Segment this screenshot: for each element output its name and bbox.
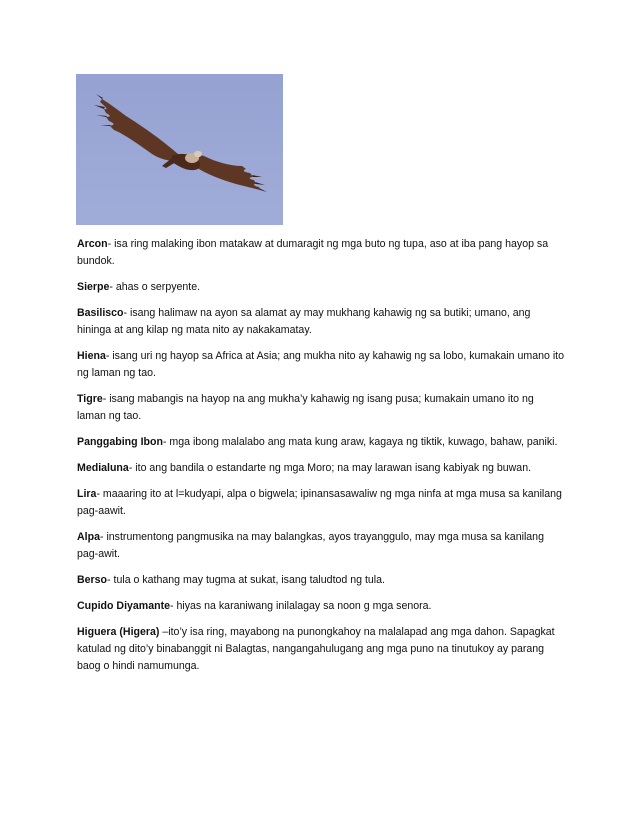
entry-term: Basilisco [77, 307, 124, 319]
entry-definition: - ahas o serpyente. [109, 281, 201, 293]
entry-term: Cupido Diyamante [77, 600, 171, 612]
entry-definition: - maaaring ito at l=kudyapi, alpa o bigwela; ipinansasawaliw ng mga ninfa at mga musa sa kanilang pag-aawit. [77, 488, 562, 517]
entry-term: Tigre [77, 393, 103, 405]
glossary-entry-higuera [77, 624, 565, 675]
glossary-entry-hiena [77, 348, 565, 382]
entry-definition: - isa ring malaking ibon matakaw at dumaragit ng mga buto ng tupa, aso at iba pang hayop sa bundok. [77, 238, 549, 267]
entry-definition: - ito ang bandila o estandarte ng mga Moro; na may larawan isang kabiyak ng buwan. [128, 462, 532, 474]
entry-term: Berso [77, 574, 108, 586]
glossary-entry-lira [77, 486, 565, 520]
entry-definition: - isang uri ng hayop sa Africa at Asia; ang mukha nito ay kahawig ng sa lobo, kumakain umano ito ng laman ng tao. [77, 350, 565, 379]
glossary-entry-arcon [77, 236, 565, 270]
glossary-entry-tigre [77, 391, 565, 425]
entry-definition: - isang halimaw na ayon sa alamat ay may mukhang kahawig ng sa butiki; umano, ang hininga at ang kilap ng mata nito ay nakakamatay. [77, 307, 531, 336]
entry-term: Lira [77, 488, 97, 500]
entry-term: Hiena [77, 350, 106, 362]
entry-term: Medialuna [77, 462, 129, 474]
entry-definition: - isang mabangis na hayop na ang mukha’y kahawig ng isang pusa; kumakain umano ito ng laman ng tao. [77, 393, 534, 422]
entry-term: Sierpe [77, 281, 110, 293]
glossary-entry-medialuna [77, 460, 565, 477]
entry-definition: - hiyas na karaniwang inilalagay sa noon g mga senora. [170, 600, 432, 612]
glossary-entry-cupido-diyamante [77, 598, 565, 615]
glossary-entry-basilisco [77, 305, 565, 339]
sky-background [76, 74, 283, 225]
bird-illustration [76, 74, 283, 225]
entry-term: Higuera (Higera) [77, 626, 160, 638]
entry-definition: - mga ibong malalabo ang mata kung araw, kagaya ng tiktik, kuwago, bahaw, paniki. [162, 436, 558, 448]
glossary-entry-alpa [77, 529, 565, 563]
bird-photo [76, 74, 283, 225]
entry-term: Alpa [77, 531, 100, 543]
entry-term: Panggabing Ibon [77, 436, 163, 448]
glossary-entry-berso [77, 572, 565, 589]
entry-term: Arcon [77, 238, 108, 250]
entry-definition: –ito’y isa ring, mayabong na punongkahoy na malalapad ang mga dahon. Sapagkat katulad ng dito’y binabanggit ni Balagtas, nangangahulugang ang mga puno na tinutukoy ay parang baog o hindi namumunga. [77, 626, 555, 672]
glossary-entry-sierpe [77, 279, 565, 296]
glossary-list [77, 236, 565, 684]
entry-definition: - tula o kathang may tugma at sukat, isang taludtod ng tula. [107, 574, 385, 586]
entry-definition: - instrumentong pangmusika na may balangkas, ayos trayanggulo, may mga musa sa kanilang pag-awit. [77, 531, 544, 560]
glossary-entry-panggabing-ibon [77, 434, 565, 451]
